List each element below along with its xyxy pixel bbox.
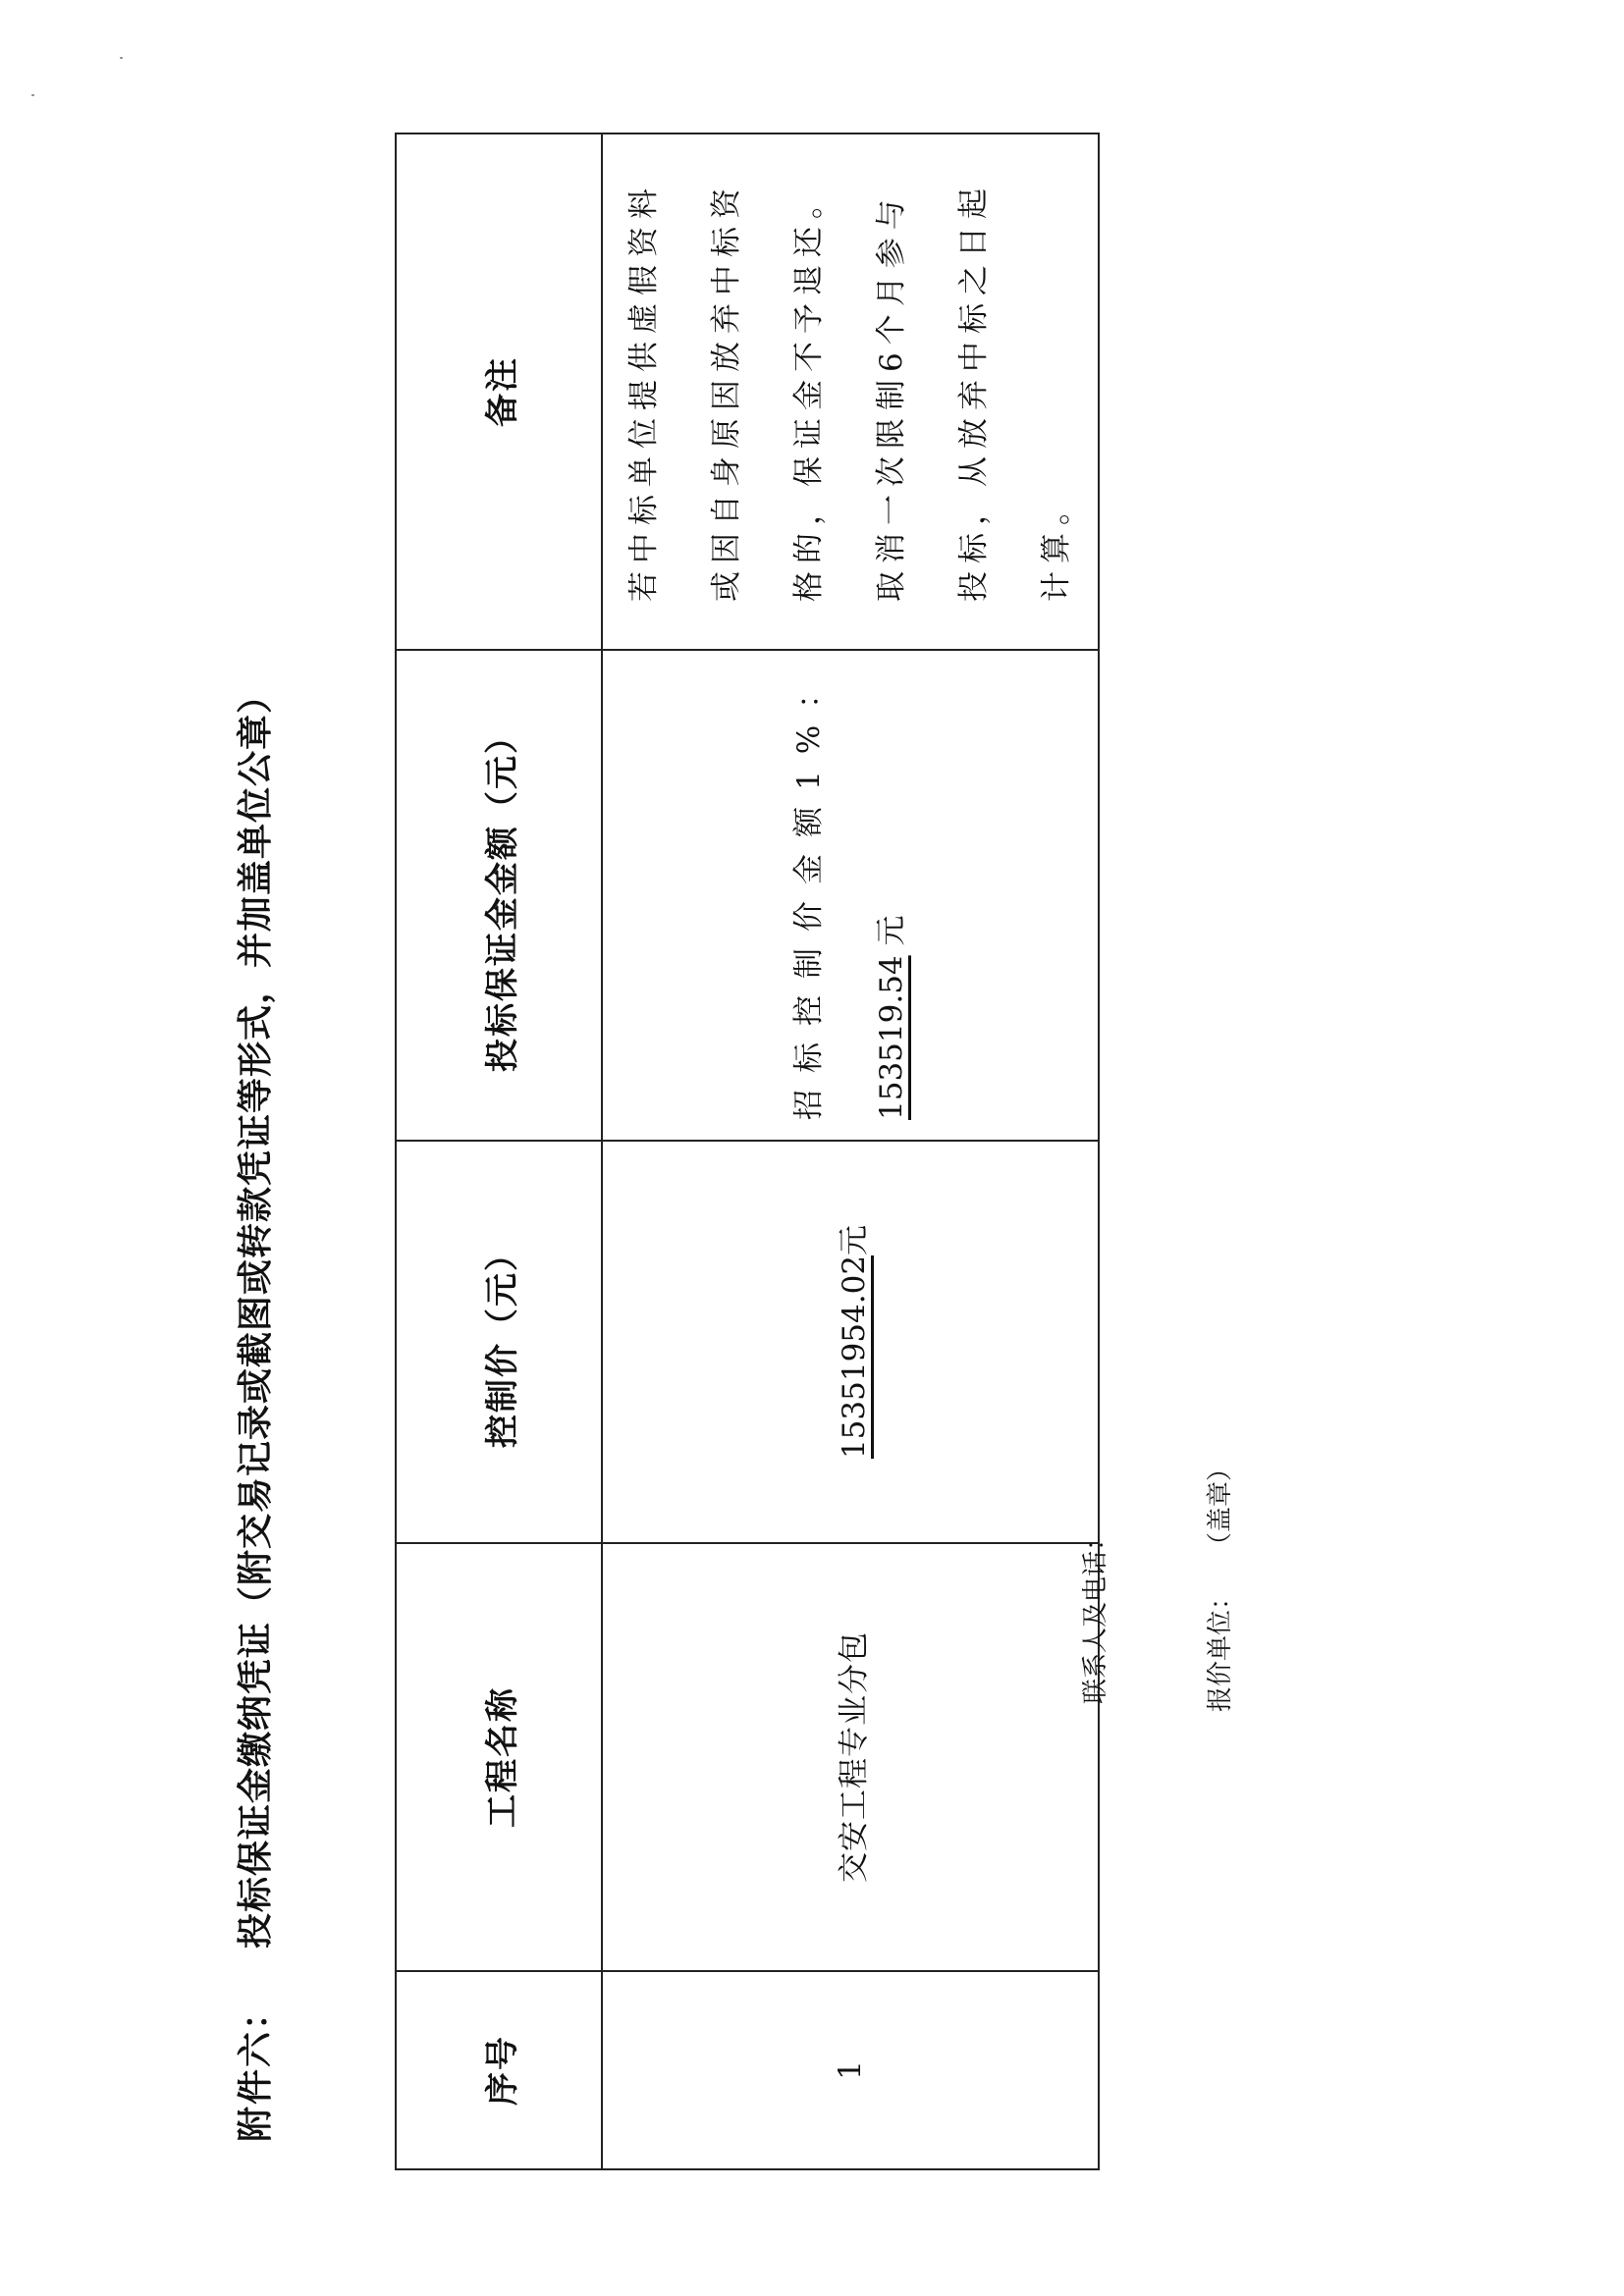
header-control-price: 控制价（元） bbox=[396, 1141, 602, 1543]
bidder-line bbox=[1200, 1456, 1236, 1712]
cell-control-price bbox=[602, 1141, 1099, 1543]
page-title bbox=[228, 676, 278, 2142]
header-deposit-amount: 投标保证金金额（元） bbox=[396, 650, 602, 1141]
control-price-unit: 元 bbox=[836, 1224, 872, 1255]
document-title: 投标保证金缴纳凭证（附交易记录或截图或转款凭证等形式，并加盖单位公章） bbox=[235, 676, 276, 1949]
cell-project-name: 交安工程专业分包 bbox=[602, 1543, 1099, 1971]
control-price-value: 15351954.02 bbox=[836, 1255, 872, 1460]
deposit-value: 153519.54 bbox=[874, 955, 909, 1120]
stamp-label: （盖章） bbox=[1206, 1455, 1235, 1545]
table-row bbox=[602, 133, 1099, 2169]
deposit-table bbox=[395, 133, 1100, 2170]
cell-deposit-amount bbox=[602, 650, 1099, 1141]
header-index: 序号 bbox=[396, 1971, 602, 2169]
bidder-unit-label: 报价单位： bbox=[1206, 1583, 1235, 1712]
contact-line bbox=[1075, 1525, 1111, 1704]
cell-index: 1 bbox=[602, 1971, 1099, 2169]
table-header-row bbox=[396, 133, 602, 2169]
header-project-name: 工程名称 bbox=[396, 1543, 602, 1971]
cell-remark: 若中标单位提供虚假资料或因自身原因放弃中标资格的，保证金不予退还。取消一次限制6个月参与投标，从放弃中标之日起计算。 bbox=[602, 133, 1099, 650]
contact-label: 联系人及电话： bbox=[1081, 1524, 1110, 1704]
deposit-description: 招标控制价金额1%： bbox=[791, 661, 827, 1120]
attachment-label: 附件六： bbox=[235, 1992, 276, 2142]
header-remark: 备注 bbox=[396, 133, 602, 650]
deposit-unit: 元 bbox=[874, 915, 909, 946]
